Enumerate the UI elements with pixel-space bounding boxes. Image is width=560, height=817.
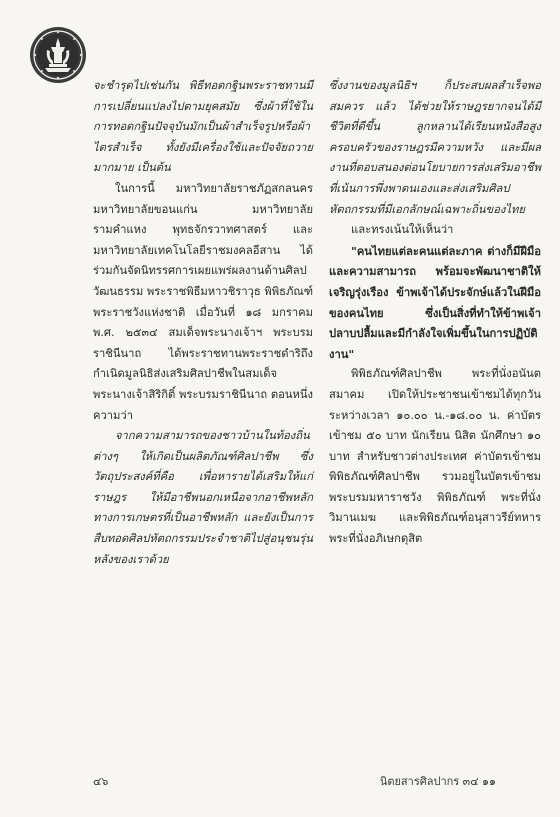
page-number: ๔๖ bbox=[93, 775, 109, 788]
right-column bbox=[329, 76, 541, 550]
royal-quote: "คนไทยแต่ละคนแต่ละภาค ต่างก็มีฝีมือและความสามารถ พร้อมจะพัฒนาชาติให้เจริญรุ่งเรือง ข้าพเจ้าได้ประจักษ์แล้วในฝีมือของคนไทย ซึ่งเป็นสิ่งที่ทำให้ข้าพเจ้าปลาบปลื้มและมีกำลังใจเพิ่มขึ้นในการปฏิบัติงาน" bbox=[329, 243, 541, 361]
left-column bbox=[93, 76, 313, 570]
issue-label: นิตยสารศิลปากร ๓๔ ๑๑ bbox=[379, 775, 496, 788]
fine-arts-department-seal-icon bbox=[29, 26, 87, 84]
right-paragraph-1: ซึ่งงานของมูลนิธิฯ ก็ประสบผลสำเร็จพอสมควร แล้ว ได้ช่วยให้ราษฎรยากจนได้มีชีวิตที่ดีขึ้น ลูกหลานได้เรียนหนังสือสูง ครอบครัวของราษฎรมีความหวัง และมีผลงานที่ตอบสนองต่อนโยบายการส่งเสริมอาชีพที่เน้นการพึ่งพาตนเองและส่งเสริมศิลปหัตถกรรมที่มีเอกลักษณ์เฉพาะถิ่นของไทย bbox=[329, 79, 542, 216]
left-paragraph-3: จากความสามารถของชาวบ้านในท้องถิ่นต่างๆ ให้เกิดเป็นผลิตภัณฑ์ศิลปาชีพ ซึ่งวัตถุประสงค์ที่คือ เพื่อหารายได้เสริมให้แก่ราษฎร ให้มีอาชีพนอกเหนือจากอาชีพหลักทางการเกษตรที่เป็นอาชีพหลัก และยังเป็นการสืบทอดศิลปหัตถกรรมประจำชาติไปสู่อนุชนรุ่นหลังของเราด้วย bbox=[93, 429, 313, 566]
left-paragraph-1: จะชำรุดไปเช่นกัน พิธีทอดกฐินพระราชทานมีการเปลี่ยนแปลงไปตามยุคสมัย ซึ่งผ้าที่ใช้ในการทอดกฐินปัจจุบันมักเป็นผ้าสำเร็จรูปหรือผ้าไตรสำเร็จ ทั้งยังมีเครื่องใช้และปัจจัยถวายมากมาย เป็นต้น bbox=[93, 79, 313, 175]
right-paragraph-2: และทรงเน้นให้เห็นว่า bbox=[351, 223, 454, 237]
left-paragraph-2: ในการนี้ มหาวิทยาลัยราชภัฏสกลนคร มหาวิทยาลัยขอนแก่น มหาวิทยาลัยรามคำแหง พุทธจักรวาทศาสตร์ และมหาวิทยาลัยเทคโนโลยีราชมงคลอีสาน ได้ร่วมกันจัดนิทรรศการเผยแพร่ผลงานด้านศิลปวัฒนธรรม พระราชพิธีมหาวชิราวุธ พิพิธภัณฑ์พระราชวังแห่งชาติ เมื่อวันที่ ๑๘ มกราคม พ.ศ. ๒๕๓๔ สมเด็จพระนางเจ้าฯ พระบรมราชินีนาถ ได้พระราชทานพระราชดำริถึงกำเนิดมูลนิธิส่งเสริมศิลปาชีพในสมเด็จพระนางเจ้าสิริกิติ์ พระบรมราชินีนาถ ตอนหนึ่ง ความว่า bbox=[93, 181, 313, 422]
right-paragraph-3: พิพิธภัณฑ์ศิลปาชีพ พระที่นั่งอนันตสมาคม เปิดให้ประชาชนเข้าชมได้ทุกวัน ระหว่างเวลา ๑๐.๐๐ น.-๑๘.๐๐ น. ค่าบัตรเข้าชม ๕๐ บาท นักเรียน นิสิต นักศึกษา ๑๐ บาท สำหรับชาวต่างประเทศ ค่าบัตรเข้าชมพิพิธภัณฑ์ศิลปาชีพ รวมอยู่ในบัตรเข้าชมพระบรมมหาราชวัง พิพิธภัณฑ์ พระที่นั่งวิมานเมฆ และพิพิธภัณฑ์อนุสาวรีย์ทหาร พระที่นั่งอภิเษกดุสิต bbox=[329, 367, 541, 546]
